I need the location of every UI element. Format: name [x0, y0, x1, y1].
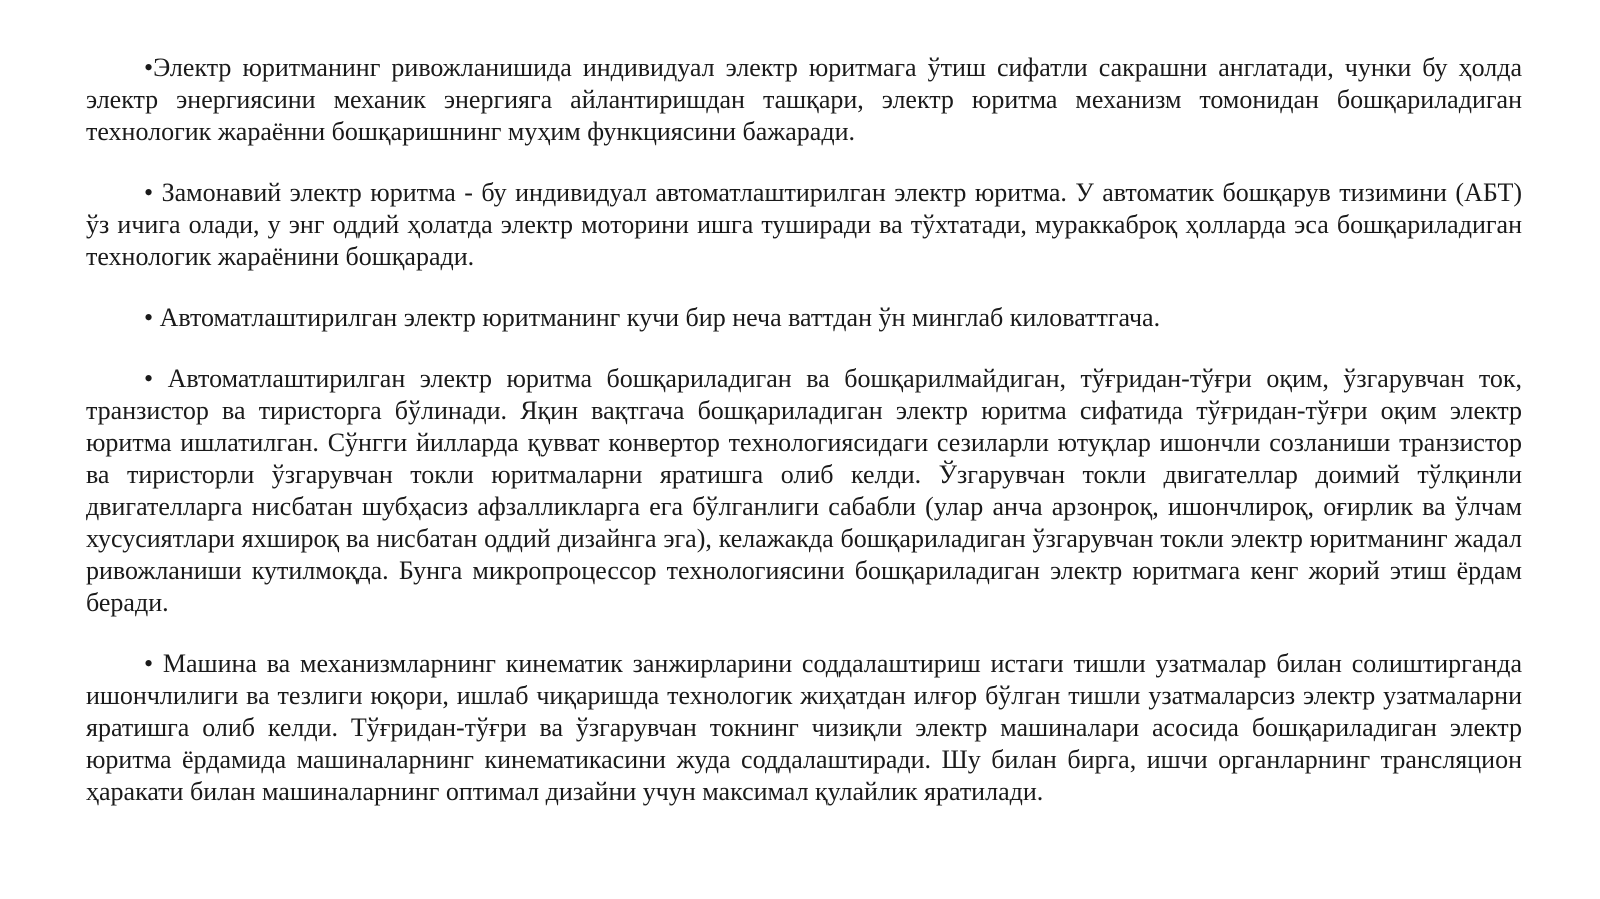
paragraph-2: • Замонавий электр юритма - бу индивидуал автоматлаштирилган электр юритма. У автоматик бошқарув тизимини (АБТ) ўз ичига олади, у энг оддий ҳолатда электр моторини ишга туширади ва тўхтатади, мураккаброқ ҳолларда эса бошқариладиган технологик жараёнини бошқаради.	[86, 178, 1522, 271]
document-body	[86, 52, 1522, 808]
paragraph-1: •Электр юритманинг ривожланишида индивидуал электр юритмага ўтиш сифатли сакрашни англатади, чунки бу ҳолда электр энергиясини механик энергияга айлантиришдан ташқари, электр юритма механизм томонидан бошқариладиган технологик жараённи бошқаришнинг муҳим функциясини бажаради.	[86, 53, 1522, 146]
paragraph-3: • Автоматлаштирилган электр юритманинг кучи бир неча ваттдан ўн минглаб киловаттгача.	[144, 303, 1161, 332]
paragraph-4: • Автоматлаштирилган электр юритма бошқариладиган ва бошқарилмайдиган, тўғридан-тўғри оқим, ўзгарувчан ток, транзистор ва тиристорга бўлинади. Яқин вақтгача бошқариладиган электр юритма сифатида тўғридан-тўғри оқим электр юритма ишлатилган. Сўнгги йилларда қувват конвертор технологиясидаги сезиларли ютуқлар ишончли созланиши транзистор ва тиристорли ўзгарувчан токли юритмаларни яратишга олиб келди. Ўзгарувчан токли двигателлар доимий тўлқинли двигателларга нисбатан шубҳасиз афзалликларга ега бўлганлиги сабабли (улар анча арзонроқ, ишончлироқ, оғирлик ва ўлчам хусусиятлари яхшироқ ва нисбатан оддий дизайнга эга), келажакда бошқариладиган ўзгарувчан токли электр юритманинг жадал ривожланиши кутилмоқда. Бунга микропроцессор технологиясини бошқариладиган электр юритмага кенг жорий этиш ёрдам беради.	[86, 364, 1522, 617]
paragraph-5: • Машина ва механизмларнинг кинематик занжирларини соддалаштириш истаги тишли узатмалар билан солиштирганда ишончлилиги ва тезлиги юқори, ишлаб чиқаришда технологик жиҳатдан илғор бўлган тишли узатмаларсиз электр узатмаларни яратишга олиб келди. Тўғридан-тўғри ва ўзгарувчан токнинг чизиқли электр машиналари асосида бошқариладиган электр юритма ёрдамида машиналарнинг кинематикасини жуда соддалаштиради. Шу билан бирга, ишчи органларнинг трансляцион ҳаракати билан машиналарнинг оптимал дизайни учун максимал қулайлик яратилади.	[86, 649, 1522, 806]
